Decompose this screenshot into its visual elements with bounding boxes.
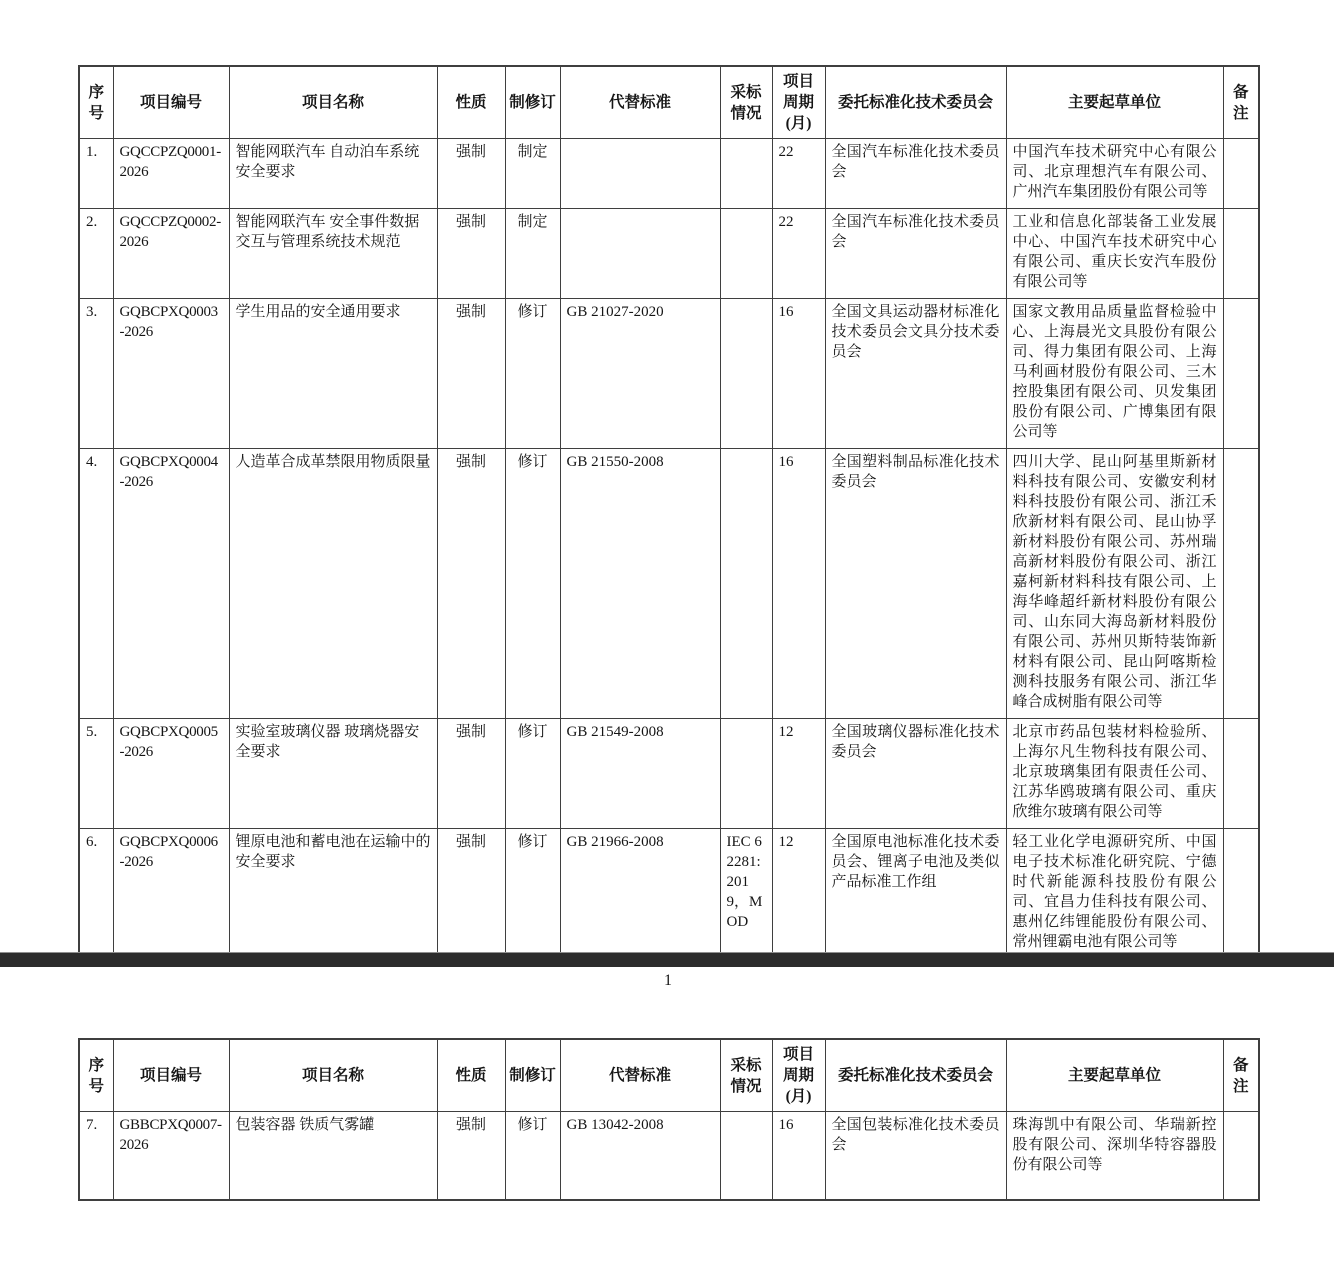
cell-project-code: GQBCPXQ0004-2026 <box>113 449 229 719</box>
header-nature: 性质 <box>437 1039 505 1112</box>
header-remark: 备注 <box>1223 1039 1259 1112</box>
cell-seq-no: 2. <box>79 209 113 299</box>
cell-revision-type: 修订 <box>505 449 560 719</box>
cell-adoption-status <box>720 209 772 299</box>
cell-project-code: GQCCPZQ0001-2026 <box>113 139 229 209</box>
cell-nature: 强制 <box>437 449 505 719</box>
cell-adoption-status <box>720 299 772 449</box>
table-row <box>79 299 1259 449</box>
header-replaced-standard: 代替标准 <box>560 66 720 139</box>
cell-project-name: 包装容器 铁质气雾罐 <box>229 1112 437 1201</box>
cell-revision-type: 修订 <box>505 829 560 960</box>
page-number: 1 <box>664 972 672 989</box>
table-row <box>79 139 1259 209</box>
cell-project-period: 12 <box>772 719 825 829</box>
cell-adoption-status: IEC 62281:2019，MOD <box>720 829 772 960</box>
cell-seq-no: 5. <box>79 719 113 829</box>
cell-nature: 强制 <box>437 829 505 960</box>
header-project-period: 项目周期(月) <box>772 1039 825 1112</box>
header-project-name: 项目名称 <box>229 66 437 139</box>
cell-adoption-status <box>720 1112 772 1201</box>
header-revision-type: 制修订 <box>505 66 560 139</box>
cell-project-name: 智能网联汽车 安全事件数据交互与管理系统技术规范 <box>229 209 437 299</box>
cell-remark <box>1223 829 1259 960</box>
cell-committee: 全国玻璃仪器标准化技术委员会 <box>825 719 1006 829</box>
cell-seq-no: 3. <box>79 299 113 449</box>
cell-project-name: 智能网联汽车 自动泊车系统安全要求 <box>229 139 437 209</box>
document-page-2 <box>0 967 1334 1273</box>
header-remark: 备注 <box>1223 66 1259 139</box>
cell-committee: 全国原电池标准化技术委员会、锂离子电池及类似产品标准工作组 <box>825 829 1006 960</box>
cell-nature: 强制 <box>437 139 505 209</box>
cell-drafting-units: 北京市药品包装材料检验所、上海尔凡生物科技有限公司、北京玻璃集团有限责任公司、江苏华鸥玻璃有限公司、重庆欣维尔玻璃有限公司等 <box>1006 719 1223 829</box>
cell-committee: 全国塑料制品标准化技术委员会 <box>825 449 1006 719</box>
cell-project-code: GQBCPXQ0005-2026 <box>113 719 229 829</box>
header-nature: 性质 <box>437 66 505 139</box>
table-header-row <box>79 1039 1259 1112</box>
header-adoption-status: 采标情况 <box>720 1039 772 1112</box>
cell-adoption-status <box>720 449 772 719</box>
cell-project-code: GBBCPXQ0007-2026 <box>113 1112 229 1201</box>
cell-revision-type: 修订 <box>505 299 560 449</box>
cell-project-name: 学生用品的安全通用要求 <box>229 299 437 449</box>
cell-project-name: 锂原电池和蓄电池在运输中的安全要求 <box>229 829 437 960</box>
cell-seq-no: 7. <box>79 1112 113 1201</box>
header-committee: 委托标准化技术委员会 <box>825 66 1006 139</box>
header-seq-no: 序号 <box>79 1039 113 1112</box>
cell-replaced-standard: GB 21027-2020 <box>560 299 720 449</box>
cell-replaced-standard: GB 21549-2008 <box>560 719 720 829</box>
cell-remark <box>1223 209 1259 299</box>
cell-remark <box>1223 1112 1259 1201</box>
header-project-code: 项目编号 <box>113 1039 229 1112</box>
cell-remark <box>1223 719 1259 829</box>
cell-remark <box>1223 139 1259 209</box>
cell-project-name: 人造革合成革禁限用物质限量 <box>229 449 437 719</box>
cell-committee: 全国汽车标准化技术委员会 <box>825 139 1006 209</box>
table-header-row <box>79 66 1259 139</box>
cell-replaced-standard <box>560 139 720 209</box>
cell-committee: 全国包装标准化技术委员会 <box>825 1112 1006 1201</box>
header-project-code: 项目编号 <box>113 66 229 139</box>
cell-project-period: 16 <box>772 1112 825 1201</box>
cell-project-period: 12 <box>772 829 825 960</box>
cell-replaced-standard: GB 13042-2008 <box>560 1112 720 1201</box>
cell-nature: 强制 <box>437 299 505 449</box>
cell-revision-type: 制定 <box>505 139 560 209</box>
cell-replaced-standard <box>560 209 720 299</box>
table-row <box>79 209 1259 299</box>
standards-table-page-1 <box>78 65 1260 960</box>
cell-revision-type: 制定 <box>505 209 560 299</box>
header-project-period: 项目周期(月) <box>772 66 825 139</box>
table-row <box>79 719 1259 829</box>
cell-project-code: GQCCPZQ0002-2026 <box>113 209 229 299</box>
table-row <box>79 829 1259 960</box>
cell-nature: 强制 <box>437 209 505 299</box>
table-row <box>79 449 1259 719</box>
cell-project-code: GQBCPXQ0003-2026 <box>113 299 229 449</box>
header-drafting-units: 主要起草单位 <box>1006 1039 1223 1112</box>
table-row <box>79 1112 1259 1201</box>
cell-drafting-units: 中国汽车技术研究中心有限公司、北京理想汽车有限公司、广州汽车集团股份有限公司等 <box>1006 139 1223 209</box>
header-replaced-standard: 代替标准 <box>560 1039 720 1112</box>
cell-nature: 强制 <box>437 719 505 829</box>
header-project-name: 项目名称 <box>229 1039 437 1112</box>
cell-nature: 强制 <box>437 1112 505 1201</box>
cell-drafting-units: 国家文教用品质量监督检验中心、上海晨光文具股份有限公司、得力集团有限公司、上海马利画材股份有限公司、三木控股集团有限公司、贝发集团股份有限公司、广博集团有限公司等 <box>1006 299 1223 449</box>
header-drafting-units: 主要起草单位 <box>1006 66 1223 139</box>
cell-replaced-standard: GB 21966-2008 <box>560 829 720 960</box>
cell-project-name: 实验室玻璃仪器 玻璃烧器安全要求 <box>229 719 437 829</box>
cell-drafting-units: 四川大学、昆山阿基里斯新材料科技有限公司、安徽安利材料科技股份有限公司、浙江禾欣新材料有限公司、昆山协孚新材料股份有限公司、苏州瑞高新材料股份有限公司、浙江嘉柯新材料科技有限公司、上海华峰超纤新材料股份有限公司、山东同大海岛新材料股份有限公司、苏州贝斯特装饰新材料有限公司、昆山阿喀斯检测科技服务有限公司、浙江华峰合成树脂有限公司等 <box>1006 449 1223 719</box>
header-adoption-status: 采标情况 <box>720 66 772 139</box>
cell-drafting-units: 工业和信息化部装备工业发展中心、中国汽车技术研究中心有限公司、重庆长安汽车股份有限公司等 <box>1006 209 1223 299</box>
cell-committee: 全国文具运动器材标准化技术委员会文具分技术委员会 <box>825 299 1006 449</box>
cell-project-period: 16 <box>772 449 825 719</box>
page-break-separator <box>0 952 1334 967</box>
cell-adoption-status <box>720 139 772 209</box>
cell-drafting-units: 轻工业化学电源研究所、中国电子技术标准化研究院、宁德时代新能源科技股份有限公司、宜昌力佳科技有限公司、惠州亿纬锂能股份有限公司、常州锂霸电池有限公司等 <box>1006 829 1223 960</box>
cell-remark <box>1223 299 1259 449</box>
cell-seq-no: 6. <box>79 829 113 960</box>
cell-project-period: 22 <box>772 139 825 209</box>
cell-project-period: 16 <box>772 299 825 449</box>
header-revision-type: 制修订 <box>505 1039 560 1112</box>
cell-project-code: GQBCPXQ0006-2026 <box>113 829 229 960</box>
cell-revision-type: 修订 <box>505 719 560 829</box>
cell-seq-no: 1. <box>79 139 113 209</box>
cell-committee: 全国汽车标准化技术委员会 <box>825 209 1006 299</box>
header-seq-no: 序号 <box>79 66 113 139</box>
cell-remark <box>1223 449 1259 719</box>
cell-seq-no: 4. <box>79 449 113 719</box>
cell-revision-type: 修订 <box>505 1112 560 1201</box>
cell-replaced-standard: GB 21550-2008 <box>560 449 720 719</box>
header-committee: 委托标准化技术委员会 <box>825 1039 1006 1112</box>
cell-project-period: 22 <box>772 209 825 299</box>
standards-table-page-2 <box>78 1038 1260 1201</box>
cell-adoption-status <box>720 719 772 829</box>
cell-drafting-units: 珠海凯中有限公司、华瑞新控股有限公司、深圳华特容器股份有限公司等 <box>1006 1112 1223 1201</box>
